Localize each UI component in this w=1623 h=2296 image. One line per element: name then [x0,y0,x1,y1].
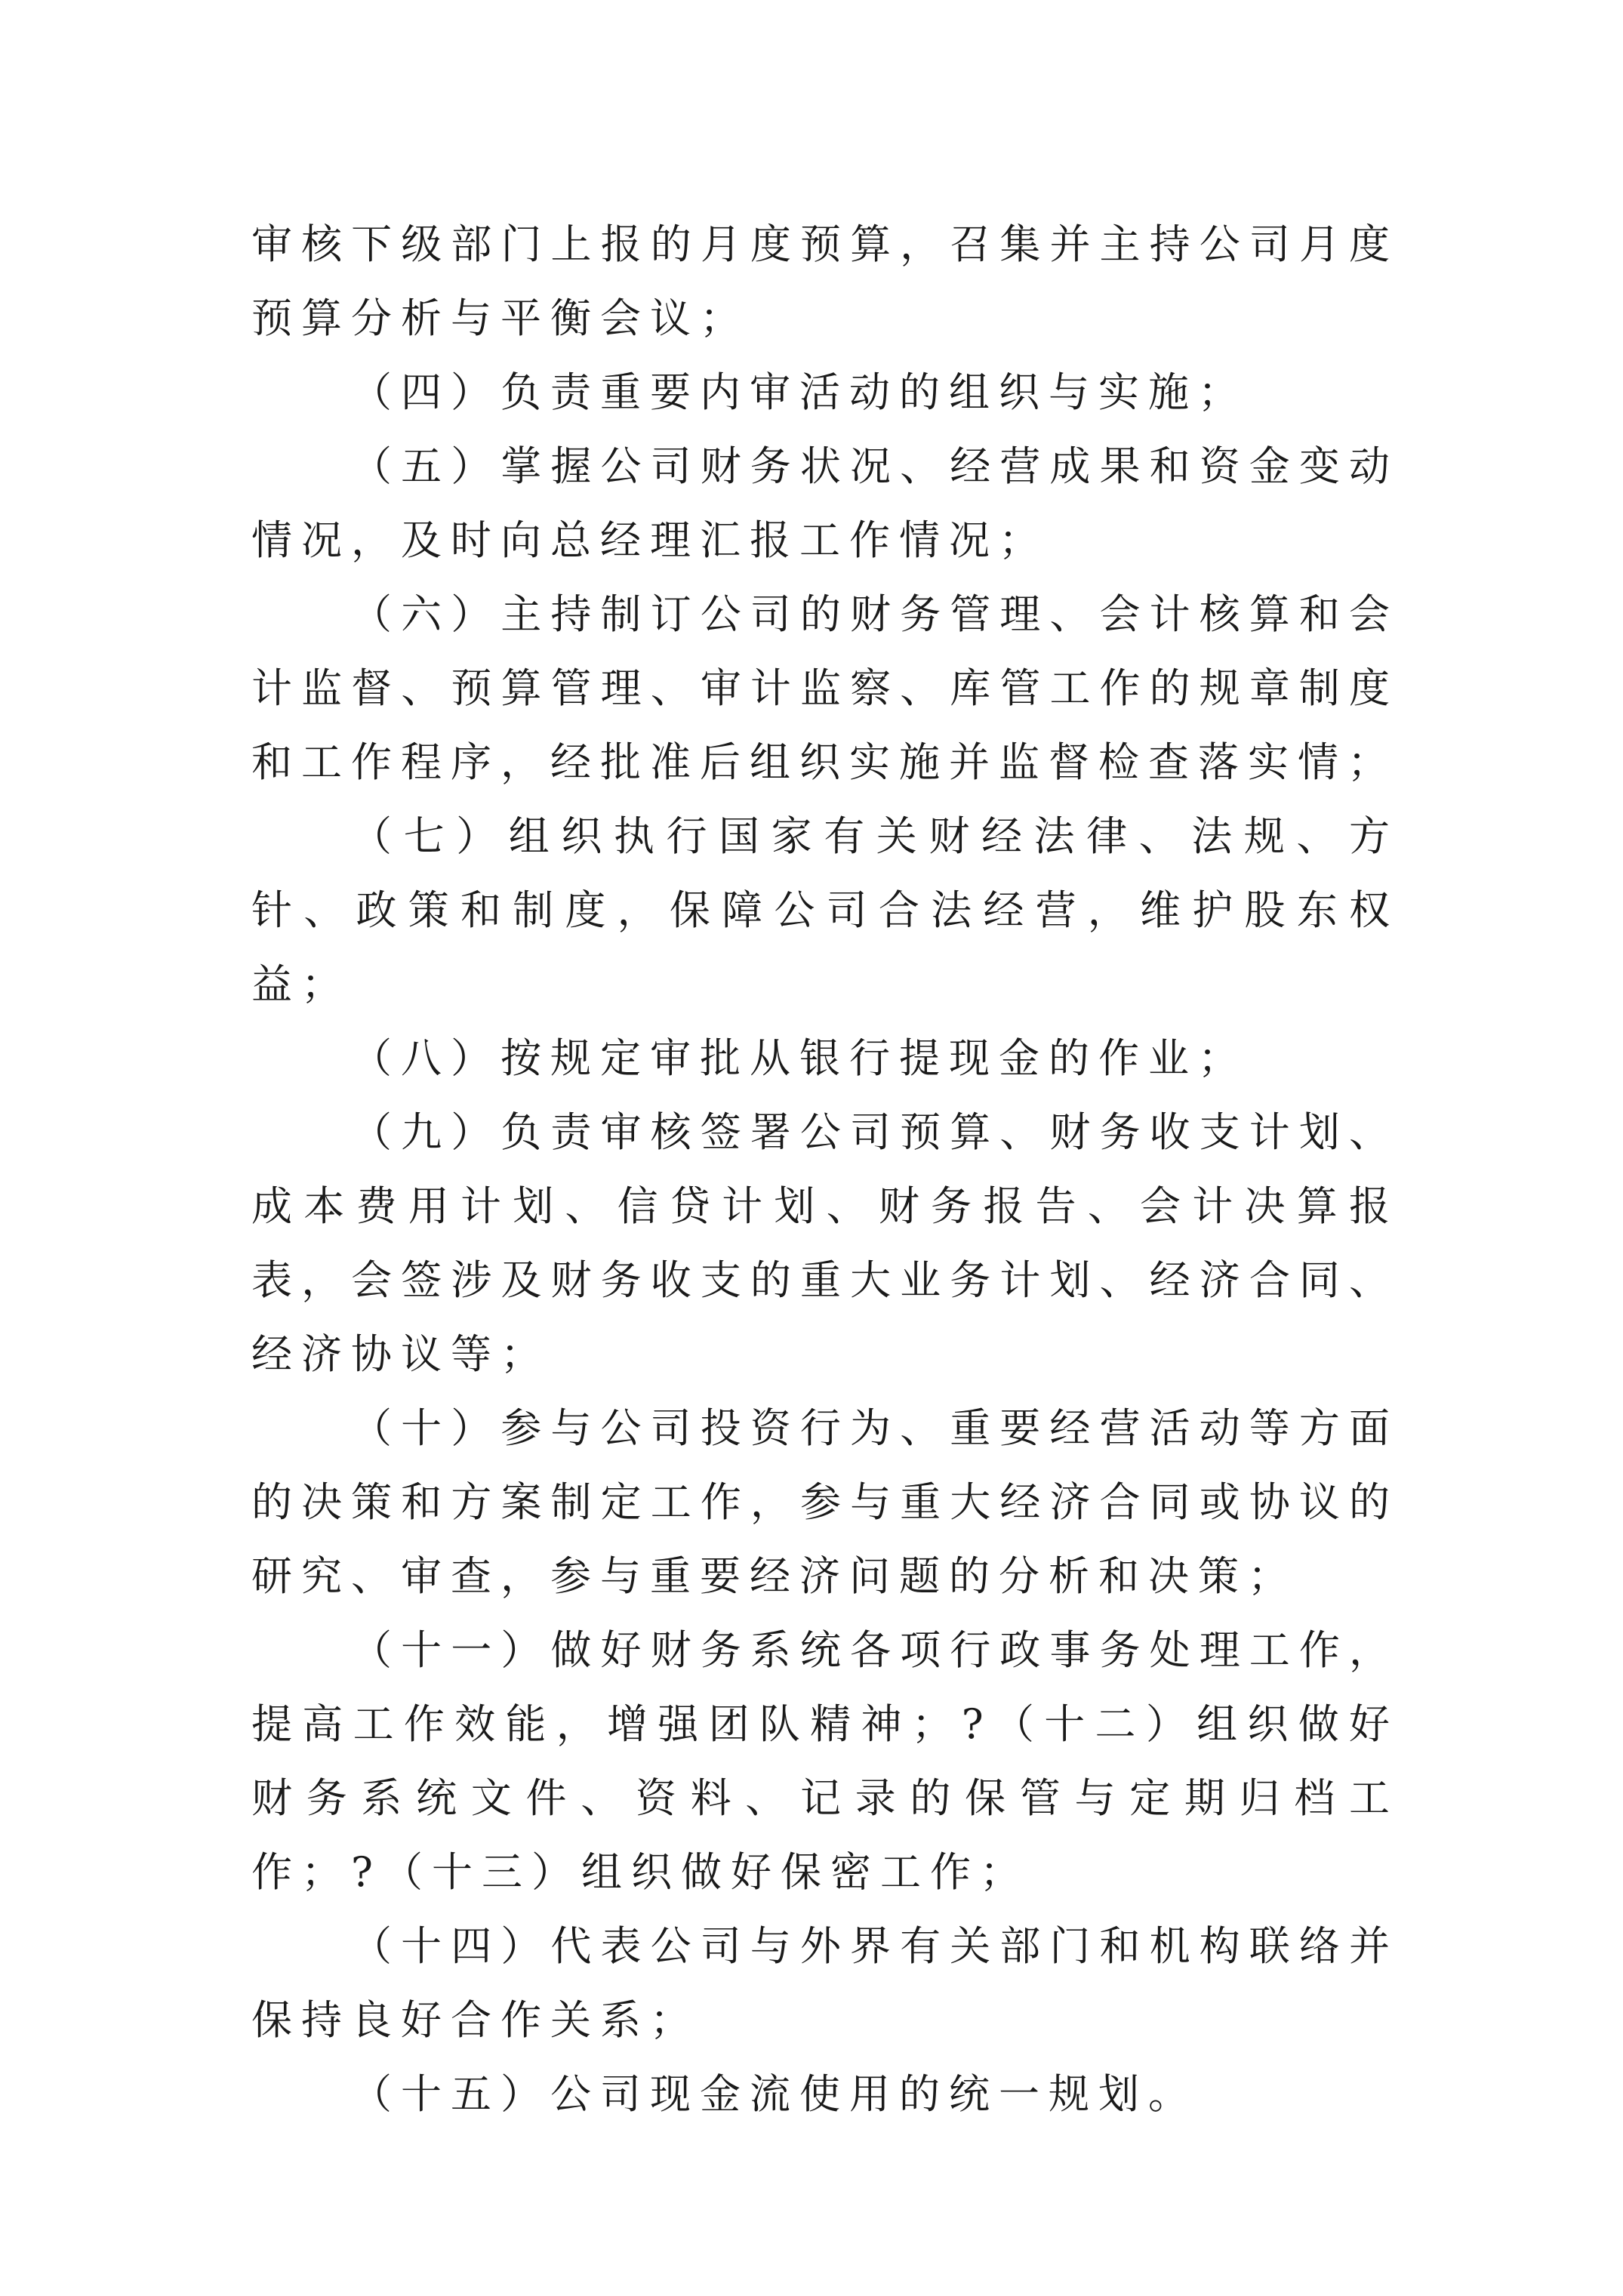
paragraph-continuation: 审核下级部门上报的月度预算，召集并主持公司月度预算分析与平衡会议； [251,220,1399,342]
paragraph-item-11-13: （十一）做好财务系统各项行政事务处理工作，提高工作效能，增强团队精神；?（十二）组织做好财务系统文件、资料、记录的保管与定期归档工作；?（十三）组织做好保密工作； [251,1626,1399,1896]
paragraph-item-5: （五）掌握公司财务状况、经营成果和资金变动情况，及时向总经理汇报工作情况； [251,442,1399,564]
paragraph-item-14: （十四）代表公司与外界有关部门和机构联络并保持良好合作关系； [251,1922,1399,2044]
paragraph-item-9: （九）负责审核签署公司预算、财务收支计划、成本费用计划、信贷计划、财务报告、会计决算报表，会签涉及财务收支的重大业务计划、经济合同、经济协议等； [251,1108,1399,1378]
paragraph-item-8: （八）按规定审批从银行提现金的作业； [351,1034,1248,1082]
paragraph-item-4: （四）负责重要内审活动的组织与实施； [351,368,1248,416]
paragraph-item-7: （七）组织执行国家有关财经法律、法规、方针、政策和制度，保障公司合法经营，维护股东权益； [251,812,1399,1008]
paragraph-item-6: （六）主持制订公司的财务管理、会计核算和会计监督、预算管理、审计监察、库管工作的规章制度和工作程序，经批准后组织实施并监督检查落实情； [251,590,1399,786]
paragraph-item-15: （十五）公司现金流使用的统一规划。 [351,2070,1198,2118]
paragraph-item-10: （十）参与公司投资行为、重要经营活动等方面的决策和方案制定工作，参与重大经济合同或协议的研究、审查，参与重要经济问题的分析和决策； [251,1404,1399,1600]
document-body [251,208,1399,2131]
